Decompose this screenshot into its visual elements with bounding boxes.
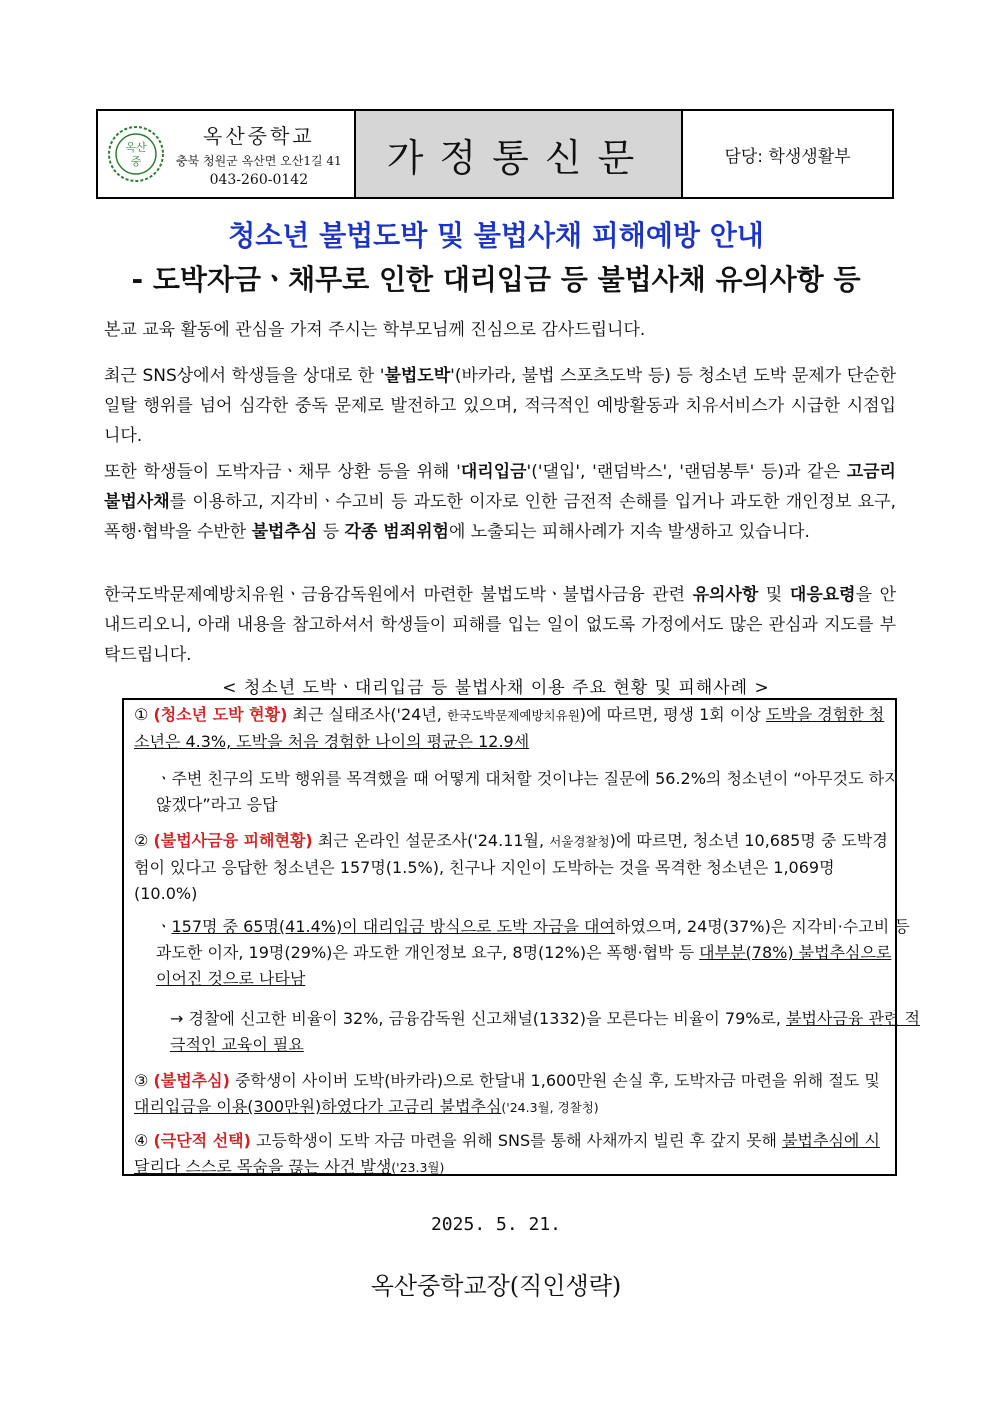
case-box-title: < 청소년 도박ㆍ대리입금 등 불법사채 이용 주요 현황 및 피해사례 > [222, 678, 770, 698]
item4-source: ('23.3월) [391, 1160, 445, 1175]
p4-c: 및 [758, 585, 790, 605]
school-info [98, 111, 356, 197]
p3-bold-loan: 고금리 불법사채 [104, 462, 896, 512]
p4-bold-response: 대응요령 [789, 585, 856, 605]
item2-bullet-underlined-1: 157명 중 65명(41.4%)이 대리입금 방식으로 도박 자금을 대여 [171, 917, 615, 936]
p4-e: 을 안내드리오니, 아래 내용을 참고하셔서 학생들이 피해를 입는 일이 없도록 가정에서도 많은 관심과 지도를 부탁드립니다. [104, 585, 897, 665]
item1-source: 한국도박문제예방치유원 [446, 708, 580, 723]
case-item-4 [134, 1128, 889, 1181]
item3-a: 중학생이 사이버 도박(바카라)으로 한달내 1,600만원 손실 후, 도박자금 마련을 위해 절도 및 [229, 1071, 880, 1090]
item3-number: ③ [134, 1071, 149, 1090]
item2-label: (불법사금융 피해현황) [153, 831, 313, 850]
item1-underlined: 도박을 경험한 청소년은 4.3%, 도박을 처음 경험한 나이의 평균은 12.9세 [134, 705, 885, 751]
p3-e: 를 이용하고, 지각비ㆍ수고비 등 과도한 이자로 인한 금전적 손해를 입거나 과도한 개인정보 요구, 폭행·협박을 수반한 [104, 492, 896, 542]
item2-bullet-underlined-2: 대부분(78%) 불법추심으로 이어진 것으로 나타남 [156, 943, 892, 988]
item1-bullet-text: ㆍ주변 친구의 도박 행위를 목격했을 때 어떻게 대처할 것이냐는 질문에 56.2%의 청소년이 “아무것도 하지 않겠다”라고 응답 [156, 769, 900, 814]
p4-bold-cautions: 유의사항 [692, 585, 759, 605]
item2-arrow-text: → 경찰에 신고한 비율이 32%, 금융감독원 신고채널(1332)을 모른다는 비율이 79%로, [170, 1009, 787, 1028]
p3-bold-proxy-deposit: 대리입금 [460, 462, 527, 482]
school-phone: 043-260-0142 [209, 172, 309, 188]
item1-number: ① [134, 705, 149, 724]
p1-text: 본교 교육 활동에 관심을 가져 주시는 학부모님께 진심으로 감사드립니다. [104, 320, 646, 340]
case-item-2-bullet [134, 914, 911, 992]
school-text-block [176, 120, 342, 188]
case-box [122, 698, 920, 1176]
item1-label: (청소년 도박 현황) [153, 705, 288, 724]
case-item-3 [134, 1068, 889, 1121]
school-address: 충북 청원군 옥산면 오산1길 41 [176, 154, 342, 168]
item4-number: ④ [134, 1131, 149, 1150]
p3-a: 또한 학생들이 도박자금ㆍ채무 상환 등을 위해 ' [104, 462, 461, 482]
p2-bold-gambling: 불법도박 [384, 366, 451, 386]
item3-underlined: 대리입금을 이용(300만원)하였다가 고금리 불법추심 [134, 1097, 502, 1116]
item4-a: 고등학생이 도박 자금 마련을 위해 SNS를 통해 사채까지 빌린 후 갚지 못해 [250, 1131, 783, 1150]
letter-type-title: 가정통신문 [356, 111, 683, 197]
p3-c: '('댈입', '랜덤박스', '랜덤봉투' 등)과 같은 [526, 462, 847, 482]
letter-header [96, 109, 894, 199]
p2-c: '(바카라, 불법 스포츠도박 등) 등 청소년 도박 문제가 단순한 일탈 행위를 넘어 심각한 중독 문제로 발전하고 있으며, 적극적인 예방활동과 치유서비스가 시급한 시점입니다. [104, 366, 896, 446]
p3-bold-crime-risk: 각종 범죄위험 [344, 522, 449, 542]
department: 담당: 학생생활부 [724, 146, 851, 167]
svg-text:옥산: 옥산 [125, 141, 147, 154]
item2-bullet-a: 하였으며, 24명(37%)은 지각비·수고비 등 과도한 이자, 19명(29%)은 과도한 개인정보 요구, 8명(12%)은 폭행·협박 등 [156, 917, 910, 962]
p3-g: 등 [317, 522, 345, 542]
item4-label: (극단적 선택) [153, 1131, 251, 1150]
item2-bullet-pre: ㆍ [156, 917, 172, 936]
item4-underlined: 불법추심에 시달리다 스스로 목숨을 끊는 사건 발생 [134, 1131, 880, 1176]
paragraph-2 [104, 361, 896, 451]
item1-b: )에 따르면, 평생 1회 이상 [579, 705, 766, 724]
p3-i: 에 노출되는 피해사례가 지속 발생하고 있습니다. [448, 522, 810, 542]
item3-source: ('24.3월, 경찰청) [501, 1100, 599, 1115]
case-item-1-bullet [134, 766, 911, 818]
school-emblem-icon [106, 124, 166, 184]
p2-a: 최근 SNS상에서 학생들을 상대로 한 ' [104, 366, 385, 386]
item2-arrow-underlined: 불법사금융 관련 적극적인 교육이 필요 [170, 1009, 920, 1054]
p4-a: 한국도박문제예방치유원ㆍ금융감독원에서 마련한 불법도박ㆍ불법사금융 관련 [104, 585, 693, 605]
item1-a: 최근 실태조사('24년, [287, 705, 447, 724]
svg-text:중: 중 [130, 155, 142, 168]
paragraph-3 [104, 457, 896, 547]
principal-signature: 옥산중학교장(직인생략) [370, 1272, 622, 1300]
case-item-2 [134, 828, 889, 907]
p3-bold-collection: 불법추심 [251, 522, 318, 542]
school-name: 옥산중학교 [203, 124, 315, 148]
case-item-2-arrow [134, 1006, 925, 1058]
main-title: 청소년 불법도박 및 불법사채 피해예방 안내 [228, 219, 764, 252]
item2-b: )에 따르면, 청소년 10,685명 중 도박경험이 있다고 응답한 청소년은 157명(1.5%), 친구나 지인이 도박하는 것을 목격한 청소년은 1,069명(10.0%) [134, 831, 888, 903]
item2-a: 최근 온라인 설문조사('24.11월, [312, 831, 550, 850]
paragraph-4 [104, 580, 896, 670]
sub-title: - 도박자금ㆍ채무로 인한 대리입금 등 불법사채 유의사항 등 [131, 263, 861, 296]
item3-label: (불법추심) [153, 1071, 230, 1090]
issue-date: 2025. 5. 21. [430, 1214, 562, 1235]
item2-source: 서울경찰청 [549, 834, 610, 849]
item2-number: ② [134, 831, 149, 850]
paragraph-1 [104, 315, 896, 345]
case-item-1 [134, 702, 889, 755]
